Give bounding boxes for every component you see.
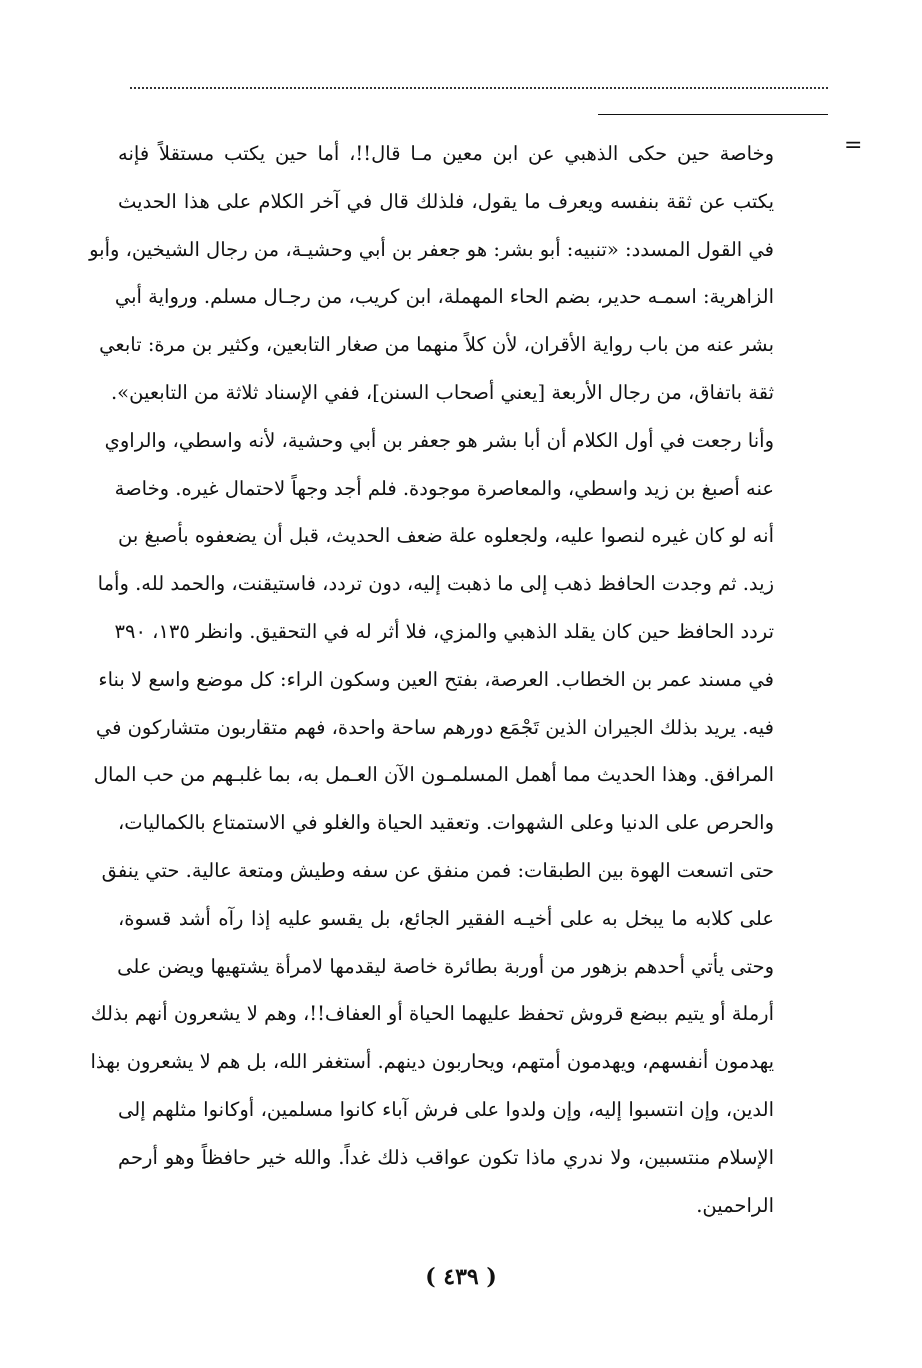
- page-number: ( ٤٣٩ ): [425, 1264, 497, 1290]
- text-line: المرافق. وهذا الحديث مما أهمل المسلمـون الآن العـمل به، بما غلبـهم من حب المال: [93, 763, 774, 787]
- text-line: الدين، وإن انتسبوا إليه، وإن ولدوا على فرش آباء كانوا مسلمين، أوكانوا مثلهم إلى: [118, 1097, 774, 1121]
- text-line: عنه أصبغ بن زيد واسطي، والمعاصرة موجودة. فلم أجد وجهاً لاحتمال غيره. وخاصة: [114, 476, 774, 500]
- text-line: يهدمون أنفسهم، ويهدمون أمتهم، ويحاربون دينهم. أستغفر الله، بل هم لا يشعرون بهذا: [90, 1050, 774, 1074]
- text-line: في مسند عمر بن الخطاب. العرصة، بفتح العين وسكون الراء: كل موضع واسع لا بناء: [98, 667, 774, 691]
- text-line: الزاهرية: اسمـه حدير، بضم الحاء المهملة، ابن كريب، من رجـال مسلم. ورواية أبي: [114, 285, 774, 309]
- text-line: الراحمين.: [696, 1193, 774, 1217]
- text-line: على كلابه ما يبخل به على أخيـه الفقير الجائع، بل يقسو عليه إذا رآه أشد قسوة،: [118, 906, 774, 930]
- text-line: الإسلام منتسبين، ولا ندري ماذا تكون عواقب ذلك غداً. والله خير حافظاً وهو أرحم: [118, 1145, 774, 1169]
- text-line: أنه لو كان غيره لنصوا عليه، ولجعلوه علة ضعف الحديث، قبل أن يضعفوه بأصبغ بن: [118, 524, 774, 548]
- text-line: بشر عنه من باب رواية الأقران، لأن كلاً منهما من صغار التابعين، وكثير بن مرة: تابعي: [99, 333, 774, 357]
- text-line: في القول المسدد: «تنبيه: أبو بشر: هو جعفر بن أبي وحشيـة، من رجال الشيخين، وأبو: [89, 237, 774, 261]
- footnote-separator-rule: [598, 114, 828, 115]
- text-line: أرملة أو يتيم ببضع قروش تحفظ عليهما الحياة أو العفاف!!، وهم لا يشعرون أنهم بذلك: [90, 1002, 774, 1026]
- continuation-mark: =: [844, 133, 863, 158]
- text-line: حتى اتسعت الهوة بين الطبقات: فمن منفق عن سفه وطيش ومتعة عالية. حتي ينفق: [101, 858, 774, 882]
- text-line: وخاصة حين حكى الذهبي عن ابن معين مـا قال!!، أما حين يكتب مستقلاً فإنه: [118, 142, 774, 165]
- footnote-text: [89, 130, 774, 1229]
- top-dotted-rule: [130, 87, 828, 89]
- text-line: يكتب عن ثقة بنفسه ويعرف ما يقول، فلذلك قال في آخر الكلام على هذا الحديث: [118, 189, 774, 213]
- text-line: وأنا رجعت في أول الكلام أن أبا بشر هو جعفر بن أبي وحشية، لأنه واسطي، والراوي: [104, 428, 774, 452]
- text-line: والحرص على الدنيا وعلى الشهوات. وتعقيد الحياة والغلو في الاستمتاع بالكماليات،: [118, 811, 774, 835]
- text-line: زيد. ثم وجدت الحافظ ذهب إلى ما ذهبت إليه، دون تردد، فاستيقنت، والحمد لله. وأما: [97, 572, 774, 596]
- text-line: وحتى يأتي أحدهم بزهور من أوربة بطائرة خاصة ليقدمها لامرأة يشتهيها ويضن على: [117, 954, 774, 978]
- text-line: تردد الحافظ حين كان يقلد الذهبي والمزي، فلا أثر له في التحقيق. وانظر ١٣٥، ٣٩٠: [114, 619, 774, 643]
- text-line: فيه. يريد بذلك الجيران الذين تَجْمَع دورهم ساحة واحدة، فهم متقاربون متشاركون في: [95, 715, 774, 739]
- text-line: ثقة باتفاق، من رجال الأربعة [يعني أصحاب السنن]، ففي الإسناد ثلاثة من التابعين».: [110, 380, 774, 404]
